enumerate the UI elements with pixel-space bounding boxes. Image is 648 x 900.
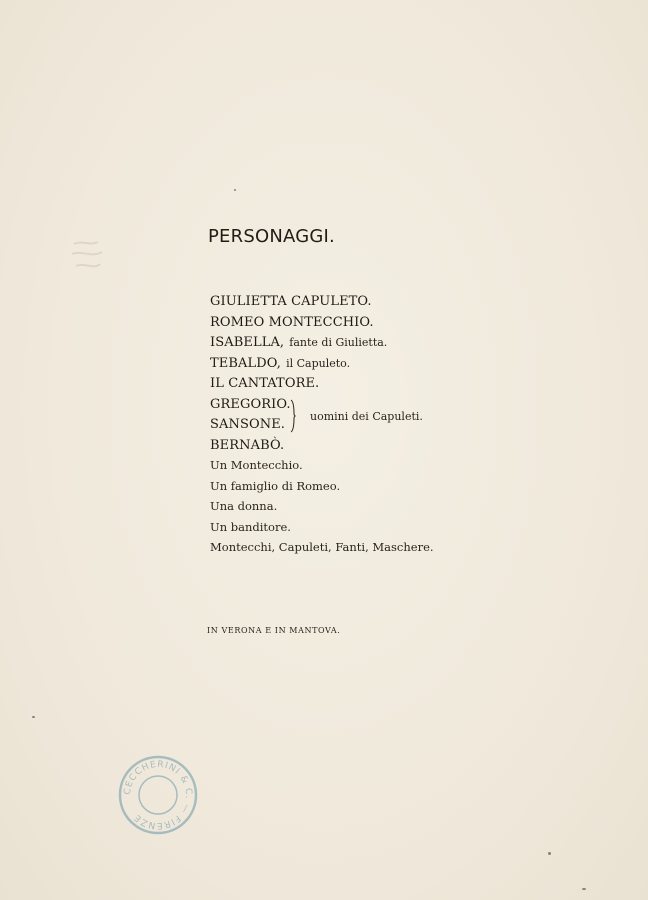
character-name: Montecchi, Capuleti, Fanti, Maschere.: [210, 540, 434, 554]
character-name: GREGORIO.: [210, 396, 291, 412]
paper-speck: [234, 189, 236, 191]
character-name: Una donna.: [210, 499, 278, 513]
group-annotation-text: uomini dei Capuleti.: [310, 409, 423, 423]
cast-item: [210, 311, 434, 332]
cast-item: [210, 434, 434, 455]
character-name: SANSONE.: [210, 417, 286, 432]
svg-text:CECCHERINI & C. — FIRENZE: [123, 760, 193, 830]
cast-item: [210, 516, 434, 537]
cast-item: [210, 290, 434, 311]
paper-speck: [32, 716, 35, 718]
character-name: Un banditore.: [210, 519, 291, 534]
character-name: IL CANTATORE.: [210, 376, 320, 391]
page-title: PERSONAGGI.: [208, 226, 335, 247]
brace-icon: [290, 399, 296, 433]
character-name: Un famiglio di Romeo.: [210, 478, 341, 493]
cast-item: [210, 475, 434, 496]
library-stamp-icon: [117, 754, 199, 836]
cast-item: [210, 454, 434, 475]
cast-item: [210, 372, 434, 393]
character-name: ROMEO MONTECCHIO.: [210, 314, 374, 330]
cast-item: [210, 495, 434, 516]
character-name: TEBALDO,: [210, 355, 281, 371]
cast-item: [210, 331, 434, 352]
character-name: GIULIETTA CAPULETO.: [210, 294, 372, 309]
character-description: il Capuleto.: [286, 356, 351, 370]
character-name: Un Montecchio.: [210, 458, 303, 472]
group-annotation: [290, 398, 423, 434]
paper-speck: [582, 888, 586, 890]
paper-speck: [548, 852, 551, 855]
character-name: ISABELLA,: [210, 335, 285, 350]
character-description: fante di Giulietta.: [289, 336, 388, 349]
ink-smudge: [68, 236, 108, 280]
cast-item: [210, 536, 434, 557]
setting-line: IN VERONA E IN MANTOVA.: [207, 626, 341, 635]
stamp-text: CECCHERINI & C. — FIRENZE: [122, 759, 194, 831]
cast-item: [210, 352, 434, 373]
character-name: BERNABÒ.: [210, 437, 285, 453]
